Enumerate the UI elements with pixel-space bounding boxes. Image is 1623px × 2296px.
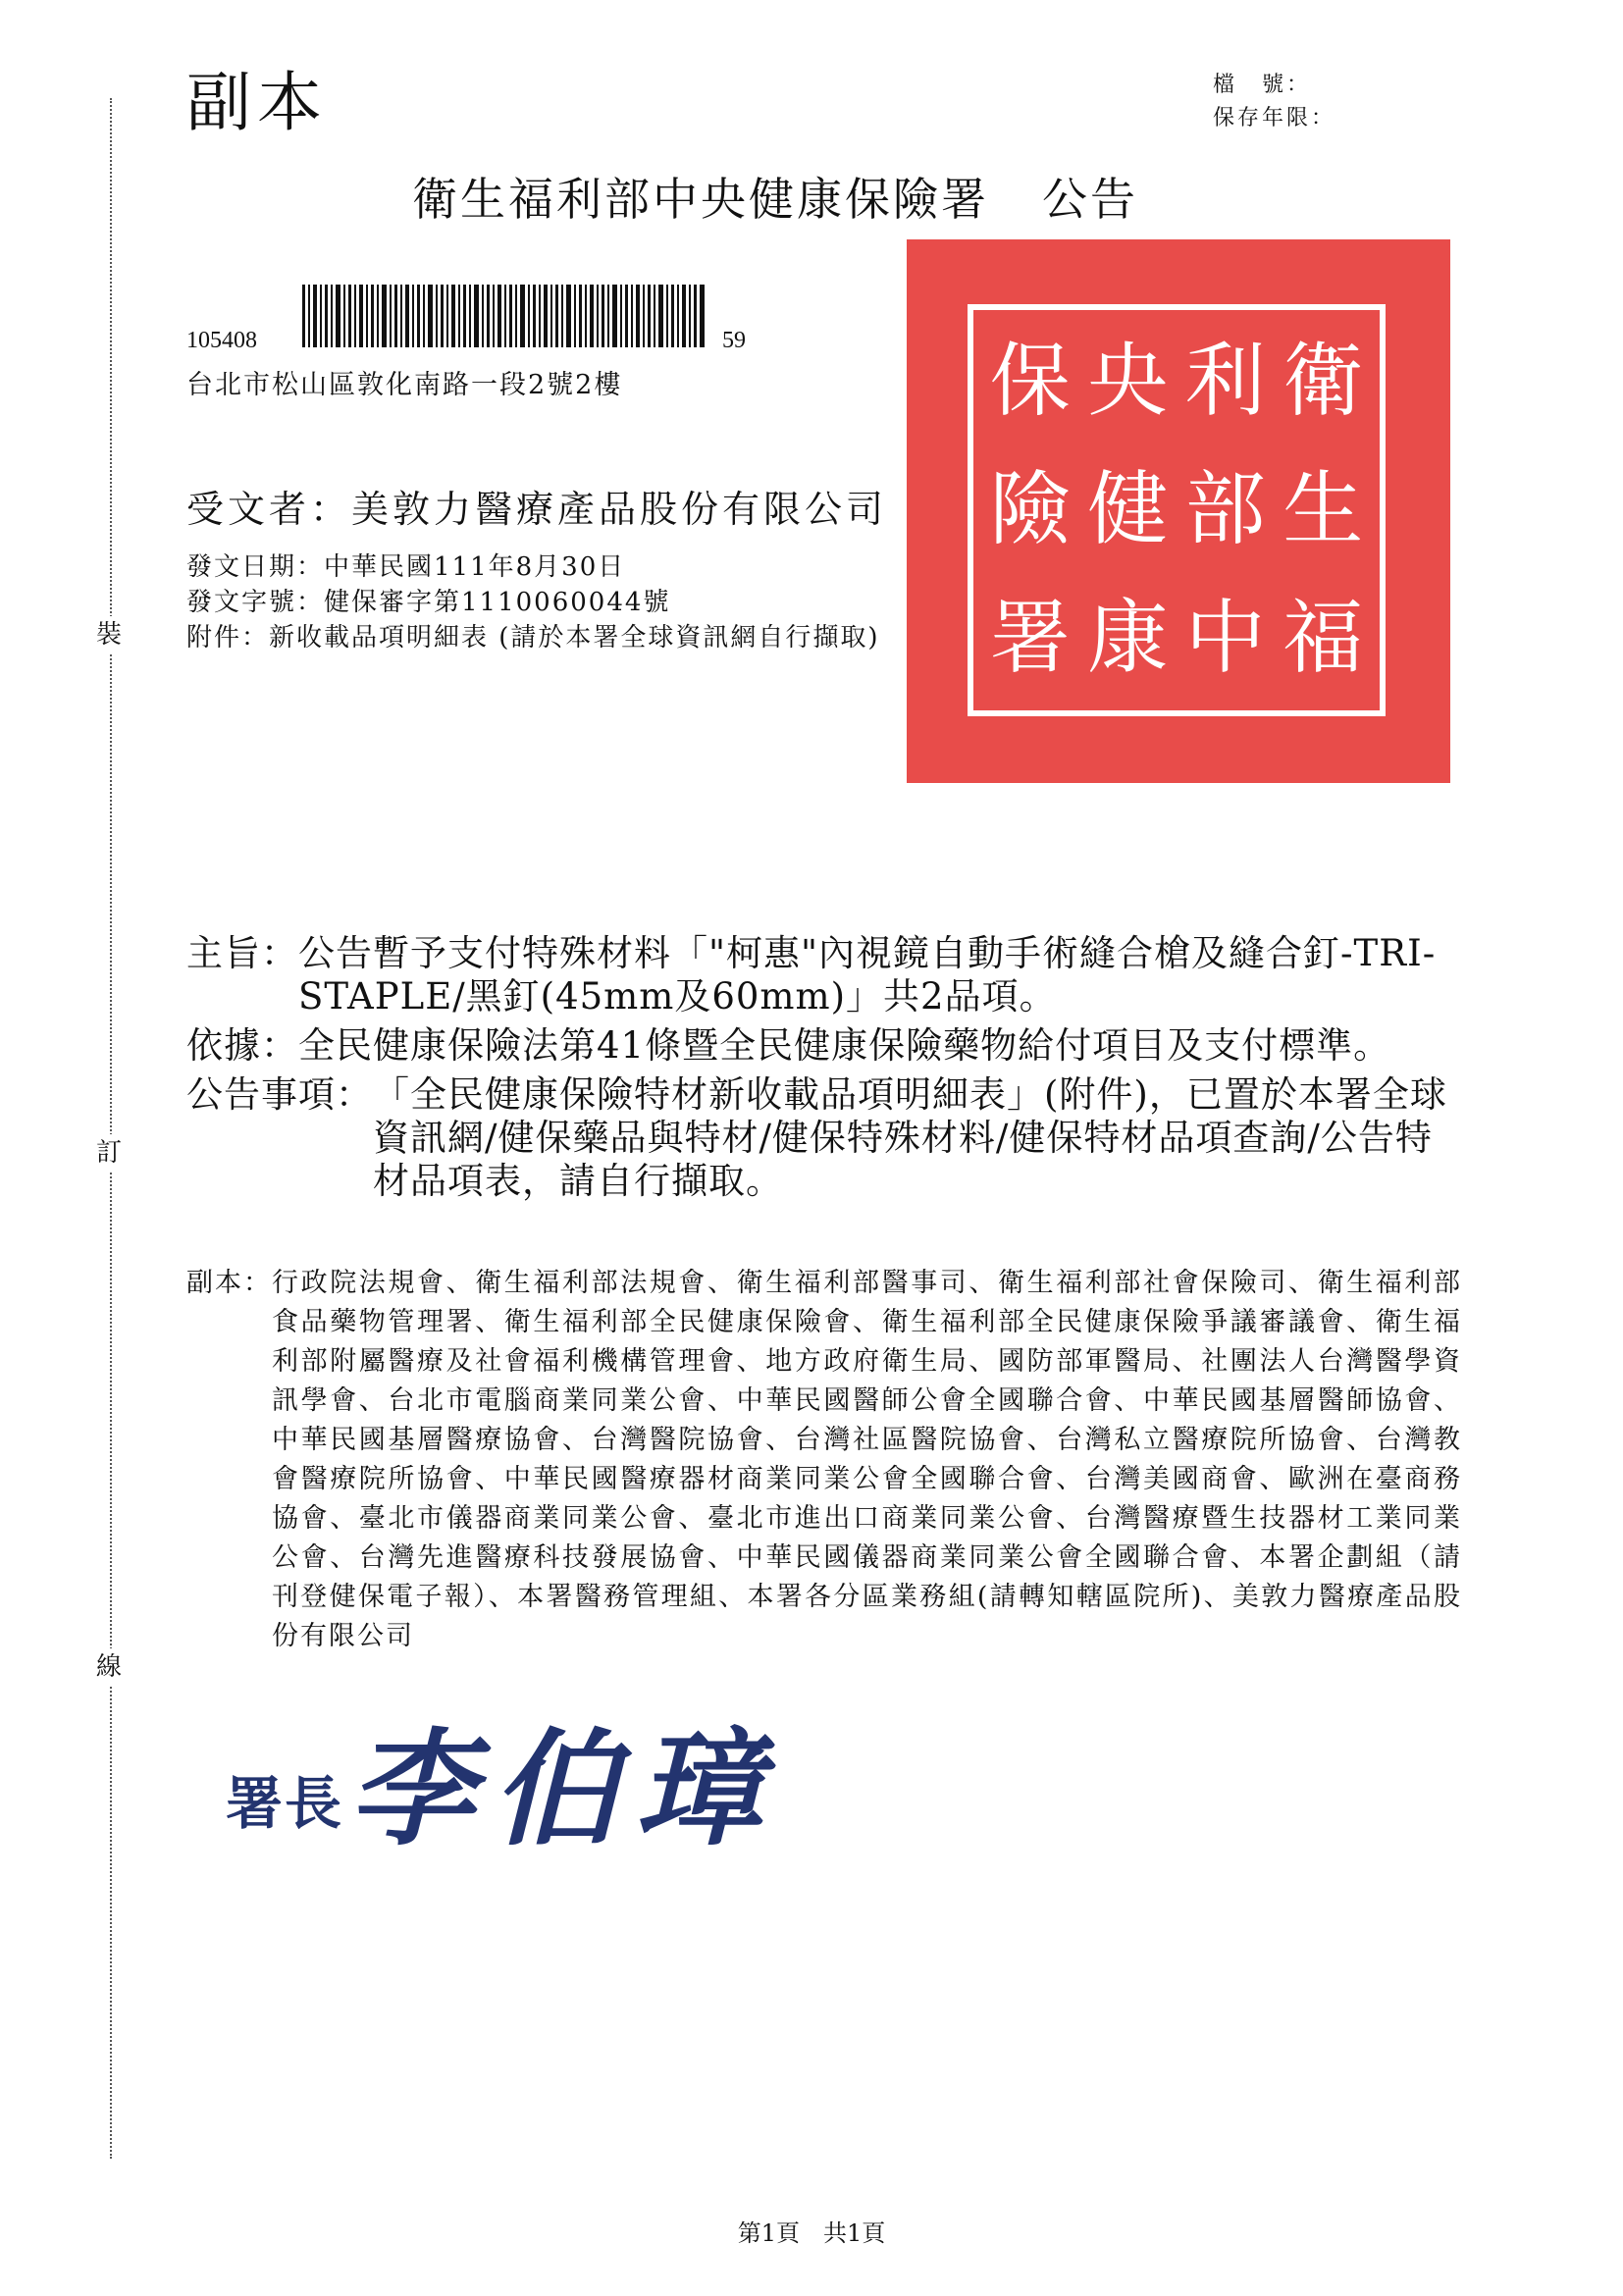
seal-character: 生: [1283, 462, 1364, 556]
basis-label: 依據：: [186, 1024, 298, 1067]
issue-date-label: 發文日期：: [186, 552, 325, 582]
attachment-row: [186, 620, 913, 655]
subject-label: 主旨：: [186, 932, 298, 974]
seal-character: 央: [1087, 335, 1169, 429]
binding-mark-zhuang: 裝: [96, 616, 122, 653]
seal-character: 部: [1184, 462, 1266, 556]
seal-character: 中: [1184, 591, 1266, 685]
issue-date-row: [186, 549, 913, 585]
official-seal: [907, 239, 1450, 783]
document-meta: [186, 549, 913, 655]
seal-character: 保: [989, 335, 1071, 429]
agency-title: [412, 173, 1138, 226]
recipient-value: 美敦力醫療產品股份有限公司: [351, 488, 888, 531]
seal-border: [968, 304, 1386, 716]
director-signature: [226, 1716, 779, 1863]
binding-mark-xian: 線: [96, 1648, 122, 1686]
seal-characters: [981, 318, 1372, 703]
reference-row: [186, 585, 913, 620]
subject-text: 公告暫予支付特殊材料「"柯惠"內視鏡自動手術縫合槍及縫合釘-TRI-STAPLE/黑釘(45mm及60mm)」共2品項。: [298, 932, 1437, 1018]
document-type: 公告: [1042, 173, 1138, 226]
seal-character: 利: [1184, 335, 1266, 429]
basis-text: 全民健康保險法第41條暨全民健康保險藥物給付項目及支付標準。: [298, 1024, 1391, 1067]
seal-character: 福: [1283, 591, 1364, 685]
seal-character: 險: [989, 462, 1071, 556]
items-paragraph: [186, 1073, 1462, 1203]
archive-info: [1213, 69, 1335, 135]
barcode-suffix: 59: [722, 328, 746, 353]
announcement-body: [186, 932, 1462, 1209]
seal-character: 署: [989, 591, 1071, 685]
reference-label: 發文字號：: [186, 588, 325, 617]
seal-character: 康: [1087, 591, 1169, 685]
binding-line: [110, 98, 112, 2159]
attachment-label: 附件：: [186, 623, 270, 652]
attachment-value: 新收載品項明細表 (請於本署全球資訊網自行擷取): [269, 623, 880, 652]
agency-name: 衛生福利部中央健康保險署: [412, 173, 989, 226]
signature-title: 署長: [226, 1770, 344, 1837]
signature-name: 李伯璋: [348, 1716, 779, 1863]
seal-character: 衛: [1283, 335, 1364, 429]
postal-code: 105408: [186, 328, 257, 353]
file-number-label: 檔 號：: [1213, 73, 1312, 97]
barcode-image: [302, 285, 705, 347]
basis-paragraph: [186, 1024, 1462, 1068]
recipient-label: 受文者：: [186, 488, 352, 531]
copy-mark: 副本: [186, 65, 328, 140]
cc-text: 行政院法規會、衛生福利部法規會、衛生福利部醫事司、衛生福利部社會保險司、衛生福利部食品藥物管理署、衛生福利部全民健康保險會、衛生福利部全民健康保險爭議審議會、衛生福利部附屬醫療及社會福利機構管理會、地方政府衛生局、國防部軍醫局、社團法人台灣醫學資訊學會、台北市電腦商業同業公會、中華民國醫師公會全國聯合會、中華民國基層醫師協會、中華民國基層醫療協會、台灣醫院協會、台灣社區醫院協會、台灣私立醫療院所協會、台灣教會醫療院所協會、中華民國醫療器材商業同業公會全國聯合會、台灣美國商會、歐洲在臺商務協會、臺北市儀器商業同業公會、臺北市進出口商業同業公會、台灣醫療暨生技器材工業同業公會、台灣先進醫療科技發展協會、中華民國儀器商業同業公會全國聯合會、本署企劃組（請刊登健保電子報）、本署醫務管理組、本署各分區業務組(請轉知轄區院所)、美敦力醫療產品股份有限公司: [272, 1268, 1462, 1651]
items-text: 「全民健康保險特材新收載品項明細表」(附件)，已置於本署全球資訊網/健保藥品與特材/健保特殊材料/健保特材品項查詢/公告特材品項表，請自行擷取。: [373, 1073, 1447, 1202]
issue-date-value: 中華民國111年8月30日: [324, 552, 626, 582]
page-number: 第1頁 共1頁: [737, 2219, 886, 2247]
binding-mark-ding: 訂: [96, 1134, 122, 1172]
recipient: [186, 479, 887, 533]
subject-paragraph: [186, 932, 1462, 1018]
items-label: 公告事項：: [186, 1073, 373, 1116]
retention-label: 保存年限：: [1213, 106, 1336, 130]
reference-value: 健保審字第1110060044號: [324, 588, 671, 617]
agency-address: 台北市松山區敦化南路一段2號2樓: [186, 370, 623, 400]
carbon-copy: [186, 1264, 1462, 1656]
cc-label: 副本：: [186, 1268, 272, 1298]
seal-character: 健: [1087, 462, 1169, 556]
